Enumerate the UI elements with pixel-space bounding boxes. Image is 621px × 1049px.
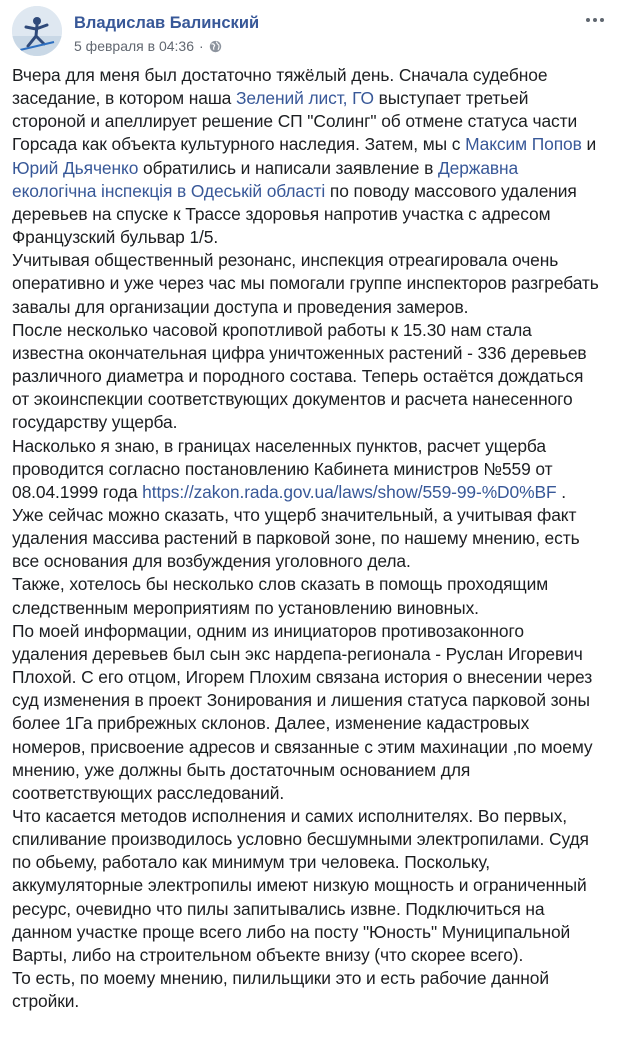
paragraph: По моей информации, одним из инициаторов противозаконного удаления деревьев был сын экс нардепа-регионала - Руслан Игоревич Плохой. С его отцом, Игорем Плохим связана история о внесении через суд изменения в проект Зонирования и лишения статуса парковой зоны более 1Га прибрежных склонов. Далее, изменение кадастровых номеров, присвоение адресов и связанные с этим махинации ,по моему мнению, уже должны быть достаточным основанием для соответствующих расследований.: [12, 620, 593, 803]
more-options-icon[interactable]: [583, 10, 607, 30]
paragraph: Насколько я знаю, в границах населенных пунктов, расчет ущерба проводится согласно постановлению Кабинета министров №559 от 08.04.1999 года https://zakon.rada.gov.ua/laws/show/559-99-%D0%BF .: [12, 435, 566, 502]
page-link-zeleniy-list[interactable]: Зелений лист, ГО: [235, 88, 374, 109]
paragraph: Вчера для меня был достаточно тяжёлый день. Сначала судебное заседание, в котором наша Зелений лист, ГО выступает третьей стороной и апеллирует решение СП "Солинг" об отмене статуса части Горсада как объекта культурного наследия. Затем, мы с Максим Попов и Юрий Дьяченко обратились и написали заявление в Державна екологічна інспекція в Одеській області по поводу массового удаления деревьев на спуске к Трассе здоровья напротив участка с адресом Французский бульвар 1/5.: [12, 65, 597, 248]
paragraph: Уже сейчас можно сказать, что ущерб значительный, а учитывая факт удаления массива растений в парковой зоне, по нашему мнению, есть все основания для возбуждения уголовного дела.: [12, 504, 580, 572]
profile-link-maksim-popov[interactable]: Максим Попов: [465, 134, 582, 155]
paragraph: То есть, по моему мнению, пилильщики это и есть рабочие данной стройки.: [12, 968, 549, 1012]
post-body: [12, 64, 602, 1013]
post-timestamp[interactable]: 5 февраля в 04:36: [74, 38, 194, 54]
paragraph: Также, хотелось бы несколько слов сказать в помощь проходящим следственным мероприятиям по установлению виновных.: [12, 574, 549, 618]
post-meta: [74, 38, 222, 54]
paragraph: Что касается методов исполнения и самих исполнителях. Во первых, спиливание производилось условно бесшумными электропилами. Судя по обьему, работало как минимум три человека. Поскольку, аккумуляторные электропилы имеют низкую мощность и ограниченный ресурс, очевидно что пилы запитывались извне. Подключиться на данном участке проще всего либо на посту "Юность" Муниципальной Варты, либо на строительном объекте внизу (что скорее всего).: [12, 806, 589, 965]
meta-separator: ·: [199, 38, 204, 54]
globe-icon[interactable]: [209, 40, 222, 53]
paragraph: После несколько часовой кропотливой работы к 15.30 нам стала известна окончательная цифра уничтоженных растений - 336 деревьев различного диаметра и породного состава. Теперь остаётся дождаться от экоинспекции соответствующих документов и расчета нанесенного государству ущерба.: [12, 319, 587, 433]
author-name[interactable]: Владислав Балинский: [74, 14, 260, 32]
avatar[interactable]: [12, 6, 62, 56]
profile-link-yuriy-dyachenko[interactable]: Юрий Дьяченко: [12, 157, 139, 178]
page-link-eco-inspection[interactable]: Державна екологічна інспекція в Одеській області: [12, 157, 519, 201]
paragraph: Учитывая общественный резонанс, инспекция отреагировала очень оперативно и уже через час мы помогали группе инспекторов разгребать завалы для организации доступа и проведения замеров.: [12, 250, 599, 317]
zakon-url-link[interactable]: https://zakon.rada.gov.ua/laws/show/559-99-%D0%BF: [142, 481, 557, 502]
avatar-photo-icon: [12, 6, 62, 56]
post-header: [12, 6, 609, 58]
